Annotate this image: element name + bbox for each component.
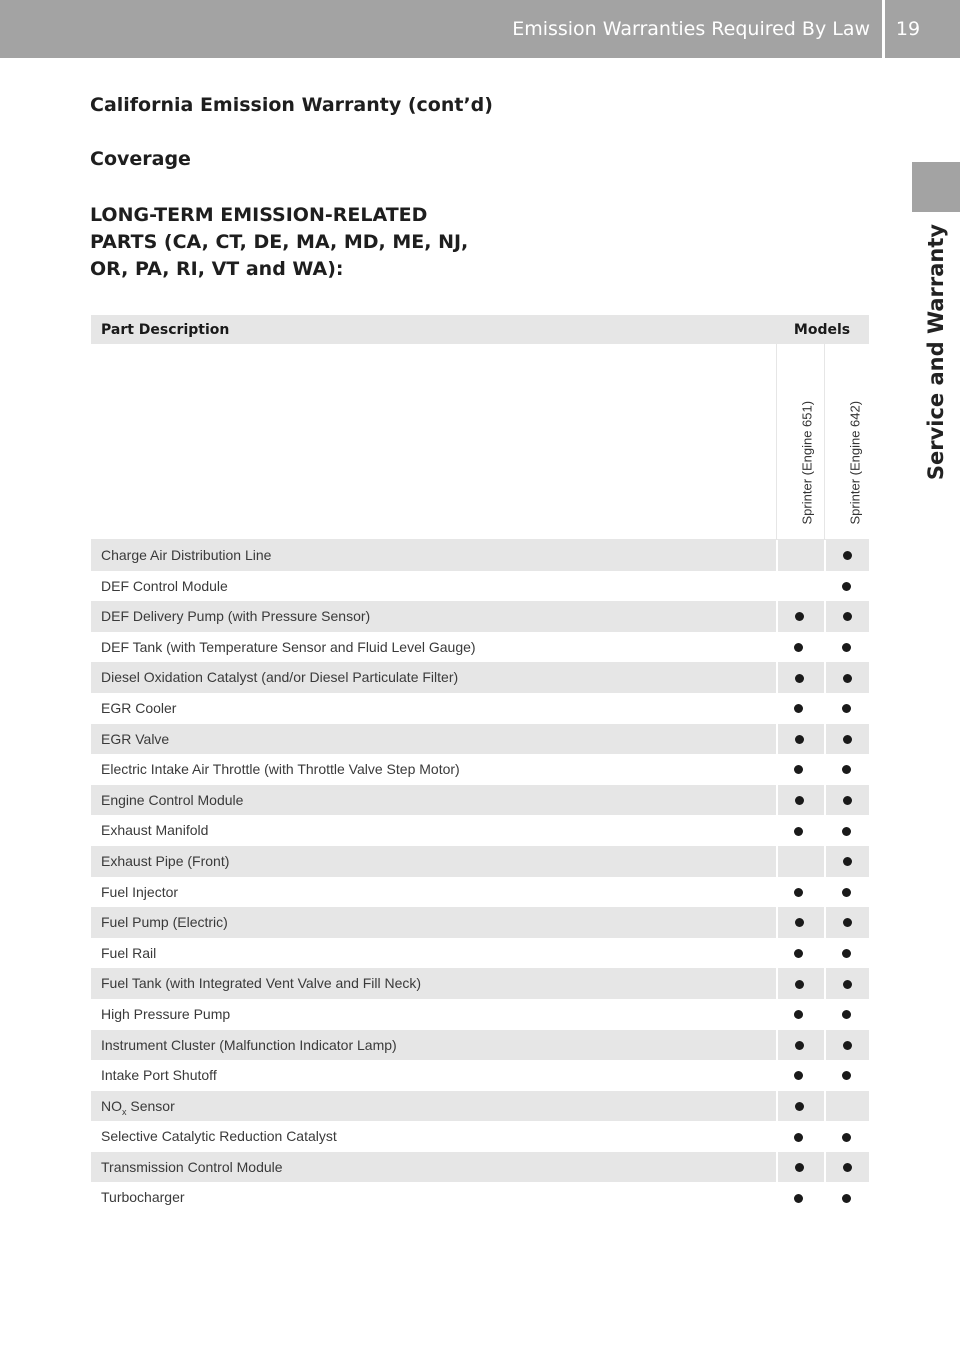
cell-engine-642 — [824, 693, 870, 724]
part-description — [101, 815, 208, 846]
coverage-dot-icon — [842, 643, 851, 652]
cell-engine-642 — [824, 1121, 870, 1152]
cell-engine-642 — [824, 754, 870, 785]
part-description — [101, 724, 169, 755]
table-row — [91, 1182, 869, 1213]
part-name: Exhaust Pipe (Front) — [101, 852, 230, 869]
cell-engine-642 — [824, 907, 870, 938]
cell-engine-651 — [776, 540, 822, 571]
model-label: Sprinter (Engine 651) — [799, 400, 814, 525]
table-row — [91, 999, 869, 1030]
table-row — [91, 815, 869, 846]
cell-engine-642 — [824, 877, 870, 908]
coverage-dot-icon — [843, 1163, 852, 1172]
coverage-dot-icon — [843, 857, 852, 866]
coverage-dot-icon — [843, 612, 852, 621]
cell-engine-651 — [776, 1121, 822, 1152]
cell-engine-651 — [776, 815, 822, 846]
cell-engine-642 — [824, 1030, 870, 1061]
coverage-dot-icon — [843, 980, 852, 989]
model-column-642 — [824, 344, 870, 540]
part-description — [101, 1091, 175, 1122]
cell-engine-642 — [824, 1182, 870, 1213]
cell-engine-651 — [776, 662, 822, 693]
coverage-dot-icon — [795, 1163, 804, 1172]
part-name: Intake Port Shutoff — [101, 1067, 217, 1084]
side-tab-label: Service and Warranty — [924, 223, 948, 481]
coverage-dot-icon — [843, 551, 852, 560]
cell-engine-642 — [824, 662, 870, 693]
coverage-dot-icon — [794, 1194, 803, 1203]
coverage-dot-icon — [842, 949, 851, 958]
coverage-heading: Coverage — [90, 148, 191, 170]
coverage-dot-icon — [794, 643, 803, 652]
parts-heading-line: LONG-TERM EMISSION-RELATED — [90, 204, 428, 226]
cell-engine-642 — [824, 540, 870, 571]
coverage-dot-icon — [795, 1041, 804, 1050]
table-row — [91, 877, 869, 908]
cell-engine-651 — [776, 846, 822, 877]
coverage-dot-icon — [843, 735, 852, 744]
table-header — [91, 315, 869, 344]
part-name: Fuel Pump (Electric) — [101, 914, 228, 931]
coverage-dot-icon — [794, 765, 803, 774]
table-row — [91, 1121, 869, 1152]
cell-engine-651 — [776, 693, 822, 724]
part-name: High Pressure Pump — [101, 1005, 231, 1022]
part-description — [101, 938, 156, 969]
cell-engine-651 — [776, 907, 822, 938]
cell-engine-651 — [776, 1060, 822, 1091]
coverage-dot-icon — [794, 704, 803, 713]
table-body — [91, 540, 869, 1213]
part-name: DEF Tank (with Temperature Sensor and Fluid Level Gauge) — [101, 638, 476, 655]
coverage-dot-icon — [842, 1133, 851, 1142]
coverage-dot-icon — [843, 796, 852, 805]
part-subscript: x — [122, 1106, 127, 1117]
part-description — [101, 907, 228, 938]
cell-engine-651 — [776, 877, 822, 908]
coverage-dot-icon — [794, 1010, 803, 1019]
coverage-dot-icon — [794, 949, 803, 958]
part-name: EGR Cooler — [101, 699, 177, 716]
cell-engine-651 — [776, 968, 822, 999]
part-name: Turbocharger — [101, 1189, 185, 1206]
coverage-dot-icon — [842, 1010, 851, 1019]
part-name: Fuel Tank (with Integrated Vent Valve and Fill Neck) — [101, 975, 422, 992]
side-tab-marker — [912, 162, 960, 212]
coverage-dot-icon — [842, 582, 851, 591]
part-description — [101, 1030, 397, 1061]
cell-engine-651 — [776, 1030, 822, 1061]
coverage-dot-icon — [795, 1102, 804, 1111]
column-header-models: Models — [793, 321, 851, 338]
cell-engine-642 — [824, 999, 870, 1030]
part-description — [101, 1060, 217, 1091]
part-name: Instrument Cluster (Malfunction Indicator Lamp) — [101, 1036, 397, 1053]
coverage-dot-icon — [795, 796, 804, 805]
cell-engine-642 — [824, 571, 870, 602]
part-name: Electric Intake Air Throttle (with Throttle Valve Step Motor) — [101, 761, 460, 778]
part-description — [101, 785, 243, 816]
parts-heading-line: OR, PA, RI, VT and WA): — [90, 258, 344, 280]
part-description — [101, 754, 460, 785]
part-name: Diesel Oxidation Catalyst (and/or Diesel Particulate Filter) — [101, 669, 459, 686]
table-row — [91, 662, 869, 693]
table-row — [91, 1091, 869, 1122]
model-header-row — [91, 344, 869, 540]
table-row — [91, 907, 869, 938]
cell-engine-642 — [824, 632, 870, 663]
part-description — [101, 999, 230, 1030]
model-label: Sprinter (Engine 642) — [847, 400, 862, 525]
part-name: EGR Valve — [101, 730, 170, 747]
part-name: NO — [101, 1097, 122, 1114]
table-row — [91, 540, 869, 571]
table-row — [91, 968, 869, 999]
coverage-dot-icon — [842, 765, 851, 774]
cell-engine-651 — [776, 999, 822, 1030]
coverage-dot-icon — [843, 674, 852, 683]
part-description — [101, 632, 476, 663]
parts-heading-line: PARTS (CA, CT, DE, MA, MD, ME, NJ, — [90, 231, 469, 253]
part-name: DEF Control Module — [101, 577, 228, 594]
cell-engine-651 — [776, 601, 822, 632]
part-description — [101, 693, 176, 724]
cell-engine-642 — [824, 1152, 870, 1183]
table-row — [91, 1152, 869, 1183]
part-description — [101, 846, 229, 877]
part-name: Charge Air Distribution Line — [101, 547, 272, 563]
part-description — [101, 571, 228, 602]
page-number: 19 — [895, 18, 921, 40]
cell-engine-642 — [824, 724, 870, 755]
table-row — [91, 785, 869, 816]
part-description — [101, 877, 178, 908]
coverage-dot-icon — [842, 888, 851, 897]
part-name: Exhaust Manifold — [101, 822, 209, 839]
cell-engine-651 — [776, 754, 822, 785]
table-row — [91, 1030, 869, 1061]
section-title: Emission Warranties Required By Law — [512, 18, 870, 40]
coverage-dot-icon — [842, 1194, 851, 1203]
cell-engine-642 — [824, 785, 870, 816]
cell-engine-651 — [776, 1152, 822, 1183]
coverage-dot-icon — [794, 827, 803, 836]
warranty-parts-table — [91, 315, 869, 1213]
cell-engine-651 — [776, 632, 822, 663]
coverage-dot-icon — [842, 704, 851, 713]
coverage-dot-icon — [843, 1041, 852, 1050]
part-description — [101, 540, 271, 571]
cell-engine-642 — [824, 601, 870, 632]
cell-engine-651 — [776, 938, 822, 969]
column-header-part: Part Description — [101, 321, 230, 338]
coverage-dot-icon — [794, 1133, 803, 1142]
part-name-suffix: Sensor — [126, 1097, 175, 1114]
cell-engine-651 — [776, 785, 822, 816]
part-name: Engine Control Module — [101, 791, 244, 808]
table-row — [91, 632, 869, 663]
table-row — [91, 601, 869, 632]
table-row — [91, 571, 869, 602]
cell-engine-642 — [824, 968, 870, 999]
coverage-dot-icon — [795, 980, 804, 989]
part-name: Selective Catalytic Reduction Catalyst — [101, 1128, 337, 1145]
coverage-dot-icon — [795, 674, 804, 683]
cell-engine-651 — [776, 1091, 822, 1122]
cell-engine-642 — [824, 815, 870, 846]
cell-engine-651 — [776, 571, 822, 602]
coverage-dot-icon — [795, 735, 804, 744]
table-row — [91, 1060, 869, 1091]
header-divider — [882, 0, 885, 58]
cell-engine-642 — [824, 938, 870, 969]
cell-engine-651 — [776, 1182, 822, 1213]
part-description — [101, 968, 421, 999]
cell-engine-642 — [824, 1091, 870, 1122]
coverage-dot-icon — [795, 612, 804, 621]
coverage-dot-icon — [842, 1071, 851, 1080]
part-name: DEF Delivery Pump (with Pressure Sensor) — [101, 608, 371, 625]
part-description — [101, 601, 370, 632]
table-row — [91, 938, 869, 969]
coverage-dot-icon — [843, 918, 852, 927]
page-title: California Emission Warranty (cont’d) — [90, 94, 493, 116]
cell-engine-642 — [824, 846, 870, 877]
part-description — [101, 662, 458, 693]
table-row — [91, 693, 869, 724]
part-name: Fuel Injector — [101, 883, 179, 900]
part-name: Fuel Rail — [101, 944, 157, 961]
part-name: Transmission Control Module — [101, 1158, 283, 1175]
table-row — [91, 724, 869, 755]
part-description — [101, 1152, 283, 1183]
model-column-651 — [776, 344, 822, 540]
cell-engine-651 — [776, 724, 822, 755]
coverage-dot-icon — [794, 888, 803, 897]
part-description — [101, 1182, 185, 1213]
coverage-dot-icon — [795, 918, 804, 927]
parts-heading — [90, 202, 510, 283]
part-description — [101, 1121, 337, 1152]
table-row — [91, 754, 869, 785]
coverage-dot-icon — [842, 827, 851, 836]
cell-engine-642 — [824, 1060, 870, 1091]
table-row — [91, 846, 869, 877]
coverage-dot-icon — [794, 1071, 803, 1080]
